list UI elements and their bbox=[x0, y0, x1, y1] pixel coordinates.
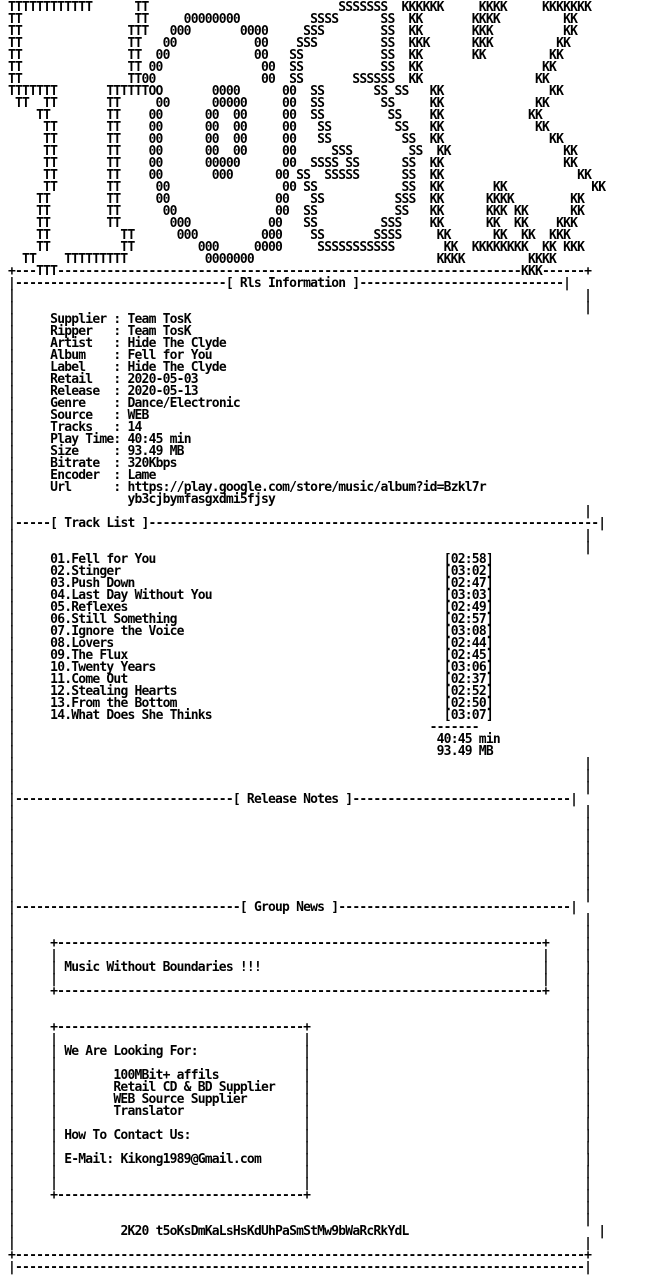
section-title-group-news: [ Group News ] bbox=[239, 900, 339, 915]
info-key: Retail bbox=[50, 372, 114, 387]
track-time: [02:37] bbox=[443, 672, 493, 687]
info-value: WEB bbox=[127, 408, 149, 423]
info-key: Ripper bbox=[50, 324, 114, 339]
track-number: 12 bbox=[50, 684, 65, 699]
section-title-rls-info: [ Rls Information ] bbox=[225, 276, 360, 291]
contact-heading: How To Contact Us: bbox=[64, 1128, 191, 1143]
track-title: Come Out bbox=[71, 672, 128, 687]
total-playtime: 40:45 min bbox=[436, 732, 500, 747]
section-title-track-list: [ Track List ] bbox=[50, 516, 149, 531]
looking-item: Retail CD & BD Supplier bbox=[113, 1080, 276, 1095]
logo-line: TT TT 00 00 SS SSS KK KKKK KK bbox=[8, 192, 585, 207]
looking-item: Translator bbox=[113, 1104, 184, 1119]
logo-line: TT TTTTTTTTT 0000000 KKKK KKKK bbox=[8, 252, 557, 267]
info-value: Hide The Clyde bbox=[127, 360, 226, 375]
info-value: 2020-05-03 bbox=[127, 372, 198, 387]
info-key: Size bbox=[50, 444, 114, 459]
info-value: 14 bbox=[127, 420, 142, 435]
track-time: [02:57] bbox=[443, 612, 493, 627]
info-key: Label bbox=[50, 360, 114, 375]
logo-line: TT TT 000 0000 SSSSSSSSSSS KK KKKKKKKK KK KKK bbox=[8, 240, 585, 255]
track-title: Twenty Years bbox=[71, 660, 156, 675]
logo-line: TTTTTTT TTTTTTOO 0000 00 SS SS SS KK KK bbox=[8, 84, 564, 99]
info-value: 40:45 min bbox=[127, 432, 191, 447]
track-time: [02:52] bbox=[443, 684, 493, 699]
track-title: Stinger bbox=[71, 564, 121, 579]
logo-line: TT TT 00 00 SS SS KK KK KK bbox=[8, 48, 564, 63]
track-time: [02:49] bbox=[443, 600, 493, 615]
track-number: 04 bbox=[50, 588, 65, 603]
logo-line: TTTTTTTTTTTT TT SSSSSSS KKKKKK KKKK KKKKKKK bbox=[8, 0, 592, 15]
track-time: [02:47] bbox=[443, 576, 493, 591]
logo-line: TT TTT 000 0000 SSS SS KK KKK KK bbox=[8, 24, 578, 39]
track-title: Last Day Without You bbox=[71, 588, 212, 603]
track-number: 14 bbox=[50, 708, 65, 723]
track-time: [03:02] bbox=[443, 564, 493, 579]
info-key: Release bbox=[50, 384, 114, 399]
section-title-release-notes: [ Release Notes ] bbox=[232, 792, 353, 807]
track-number: 13 bbox=[50, 696, 65, 711]
track-number: 07 bbox=[50, 624, 65, 639]
track-number: 03 bbox=[50, 576, 65, 591]
track-number: 02 bbox=[50, 564, 65, 579]
track-title: From the Bottom bbox=[71, 696, 177, 711]
info-key: Url bbox=[50, 480, 114, 495]
track-title: Still Something bbox=[71, 612, 177, 627]
track-title: Reflexes bbox=[71, 600, 128, 615]
email-link[interactable]: Kikong1989@Gmail.com bbox=[120, 1152, 261, 1167]
track-title: The Flux bbox=[71, 648, 128, 663]
info-key: Album bbox=[50, 348, 114, 363]
looking-item: 100MBit+ affils bbox=[113, 1068, 219, 1083]
logo-line: TT TT 00 00 00 00 SS SS KK KK bbox=[8, 108, 543, 123]
track-number: 05 bbox=[50, 600, 65, 615]
track-title: Push Down bbox=[71, 576, 135, 591]
logo-line: TT TT 00 000 00 SS SSSSS SS KK KK bbox=[8, 168, 592, 183]
logo-line: TT TT 000 00 SS SSS KK KK KK KKK bbox=[8, 216, 578, 231]
info-key: Genre bbox=[50, 396, 114, 411]
track-time: [02:45] bbox=[443, 648, 493, 663]
track-title: Lovers bbox=[71, 636, 114, 651]
url-link[interactable]: https://play.google.com/store/music/album?id=Bzkl7r bbox=[127, 480, 486, 495]
info-key: Supplier bbox=[50, 312, 114, 327]
logo-line: TT TT00 00 SS SSSSSS KK KK bbox=[8, 72, 550, 87]
info-key: Source bbox=[50, 408, 114, 423]
logo-line: TT TT 00 00 SS SS KK KKK KK KK bbox=[8, 204, 585, 219]
info-key: Artist bbox=[50, 336, 114, 351]
logo-line: TT TT 00 00 00 00 SS SS KK KK bbox=[8, 120, 550, 135]
logo-frame-top: +---TTT------------------------------------------------------------------KKK------+ bbox=[8, 264, 592, 279]
info-value: Dance/Electronic bbox=[127, 396, 240, 411]
info-value: Fell for You bbox=[127, 348, 212, 363]
info-value: Lame bbox=[127, 468, 156, 483]
track-time: [03:03] bbox=[443, 588, 493, 603]
track-title: Ignore the Voice bbox=[71, 624, 184, 639]
track-number: 01 bbox=[50, 552, 65, 567]
looking-heading: We Are Looking For: bbox=[64, 1044, 198, 1059]
logo-line: TT TT 000 000 SS SSSS KK KK KK KKK bbox=[8, 228, 571, 243]
info-value: 320Kbps bbox=[127, 456, 177, 471]
info-key: Play Time bbox=[50, 432, 114, 447]
logo-line: TT TT 00 00 00 00 SSS SS KK KK bbox=[8, 144, 578, 159]
logo-line: TT TT 00 00 00 00 SS SS KK KK bbox=[8, 132, 564, 147]
track-number: 08 bbox=[50, 636, 65, 651]
logo-line: TT TT 00000000 SSSS SS KK KKKK KK bbox=[8, 12, 578, 27]
track-time: [02:44] bbox=[443, 636, 493, 651]
track-time: [03:06] bbox=[443, 660, 493, 675]
logo-line: TT TT TT 00 00000 00 SS SS KK KK bbox=[8, 96, 550, 111]
info-key: Bitrate bbox=[50, 456, 114, 471]
track-title: Fell for You bbox=[71, 552, 156, 567]
track-title: What Does She Thinks bbox=[71, 708, 212, 723]
total-size: 93.49 MB bbox=[436, 744, 493, 759]
info-key: Tracks bbox=[50, 420, 114, 435]
track-time: [02:50] bbox=[443, 696, 493, 711]
info-value: Team TosK bbox=[127, 324, 191, 339]
track-number: 06 bbox=[50, 612, 65, 627]
footer-signature: 2K20 t5oKsDmKaLsHsKdUhPaSmStMw9bWaRcRkYdL bbox=[120, 1224, 409, 1239]
track-number: 09 bbox=[50, 648, 65, 663]
nfo-document: TTTTTTTTTTTT TT SSSSSSS KKKKKK KKKK KKKKKKK TT TT 00000000 SSSS SS KK KKKK KK TT TTT 000 0000 SSS SS KK KKK KK TT TT 00 00 SSS SS KKK KKK KK TT TT 00 00 SS SS KK KK KK TT TT 00 00 SS SS KK KK TT TT00 00 SS SSSSSS KK KK TTTTTTT TTTTTTOO 0000 00 SS SS SS KK KK TT TT TT 00 00000 00 SS SS KK KK TT TT 00 00 00 00 SS SS KK KK TT TT 00 00 00 00 SS SS KK KK TT TT 00 00 00 00 SS SS KK KK TT TT 00 00 00 00 SSS SS KK KK TT TT 00 00000 00 SSSS SS SS KK KK TT TT 00 000 00 SS SSSSS SS KK KK TT TT 00 00 SS SS KK KK KK TT TT 00 00 SS SSS KK KKKK KK TT TT 00 00 SS SS KK KKK KK KK TT TT 000 00 SS SSS KK KK KK KKK TT TT 000 000 SS SSSS KK KK KK KKK TT TT 000 0000 SSSSSSSSSSS KK KKKKKKKK KK KKK TT TTTTTTTTT 0000000 KKKK KKKK +---TTT------------------------------------------------------------------KKK------+ |------------------------------[ Rls Information ]-----------------------------| | | | | | Supplier : Team TosK | Ripper : Team TosK | Artist : Hide The Clyde | Album : Fell for You | Label : Hide The Clyde | Retail : 2020-05-03 | Release : 2020-05-13 | Genre : Dance/Electronic | Source : WEB | Tracks : 14 | Play Time: 40:45 min | Size : 93.49 MB | Bitrate : 320Kbps | Encoder : Lame | Url : https://play.google.com/store/music/album?id=Bzkl7r | yb3cjbymfasgxdmi5fjsy | | |-----[ Track List ]----------------------------------------------------------------| | | | | | 01.Fell for You [02:58] | 02.Stinger [03:02] | 03.Push Down [02:47] | 04.Last Day Without You [03:03] | 05.Reflexes [02:49] | 06.Still Something [02:57] | 07.Ignore the Voice [03:08] | 08.Lovers [02:44] | 09.The Flux [02:45] | 10.Twenty Years [03:06] | 11.Come Out [02:37] | 12.Stealing Hearts [02:52] | 13.From the Bottom [02:50] | 14.What Does She Thinks [03:07] | ------- | 40:45 min | 93.49 MB | | | | | | |-------------------------------[ Release Notes ]-------------------------------| | | | | | | | | | | | | | | | | |--------------------------------[ Group News ]---------------------------------| | | | | | +---------------------------------------------------------------------+ | | | | | | | Music Without Boundaries !!! | | | | | | | +---------------------------------------------------------------------+ | | | | | | +-----------------------------------+ | | | | | | | We Are Looking For: | | | | | | | | 100MBit+ affils | | | | Retail CD & BD Supplier | | | | WEB Source Supplier | | | | Translator | | | | | | | | How To Contact Us: | | | | | | | | E-Mail: Kikong1989@Gmail.com | | | | | | | | | | | +-----------------------------------+ | | | | | | 2K20 t5oKsDmKaLsHsKdUhPaSmStMw9bWaRcRkYdL | | | +---------------------------------------------------------------------------------+ |---------------------------------------------------------------------------------| bbox=[8, 0, 606, 1275]
info-value: 93.49 MB bbox=[127, 444, 184, 459]
logo-line: TT TT 00 00 SS SS KK KK KK bbox=[8, 180, 606, 195]
group-motto: Music Without Boundaries !!! bbox=[64, 960, 261, 975]
track-number: 11 bbox=[50, 672, 65, 687]
info-value: Hide The Clyde bbox=[127, 336, 226, 351]
logo-line: TT TT 00 00 SSS SS KKK KKK KK bbox=[8, 36, 571, 51]
info-value: Team TosK bbox=[127, 312, 191, 327]
email-label: E-Mail: bbox=[64, 1152, 114, 1167]
logo-line: TT TT 00 00 SS SS KK KK bbox=[8, 60, 557, 75]
track-number: 10 bbox=[50, 660, 65, 675]
info-value: 2020-05-13 bbox=[127, 384, 198, 399]
track-time: [03:07] bbox=[443, 708, 493, 723]
url-link-continued[interactable]: yb3cjbymfasgxdmi5fjsy bbox=[127, 492, 276, 507]
track-title: Stealing Hearts bbox=[71, 684, 177, 699]
logo-line: TT TT 00 00000 00 SSSS SS SS KK KK bbox=[8, 156, 578, 171]
info-key: Encoder bbox=[50, 468, 114, 483]
track-time: [02:58] bbox=[443, 552, 493, 567]
looking-item: WEB Source Supplier bbox=[113, 1092, 247, 1107]
total-separator: ------- bbox=[429, 720, 479, 735]
track-time: [03:08] bbox=[443, 624, 493, 639]
